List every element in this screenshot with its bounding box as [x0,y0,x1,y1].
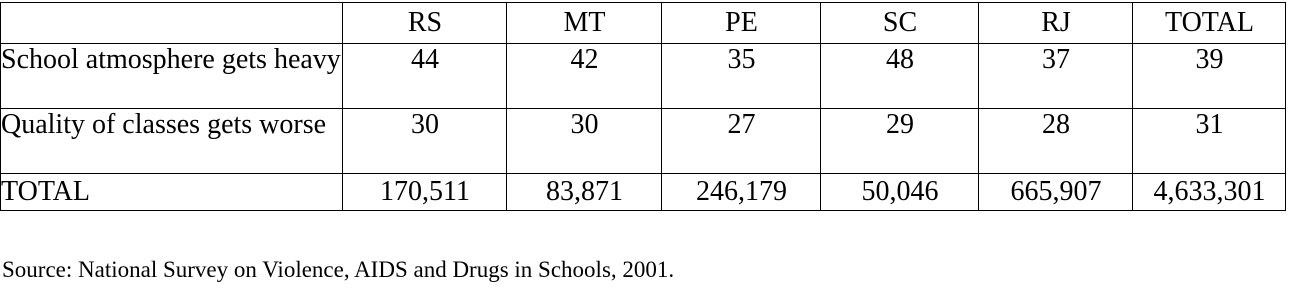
table-row [1,44,1286,109]
table-cell: 30 [507,109,662,174]
table-cell: 35 [662,44,821,109]
total-cell: 50,046 [821,174,979,211]
survey-table [0,2,1286,211]
header-cell-mt: MT [507,3,662,44]
total-row-label: TOTAL [1,174,343,211]
header-cell-sc: SC [821,3,979,44]
table-cell: 39 [1133,44,1286,109]
row-label: Quality of classes gets worse [1,109,343,174]
table-cell: 42 [507,44,662,109]
total-cell: 246,179 [662,174,821,211]
header-cell-pe: PE [662,3,821,44]
table-cell: 44 [343,44,507,109]
total-cell: 665,907 [979,174,1133,211]
table-cell: 30 [343,109,507,174]
header-cell-rj: RJ [979,3,1133,44]
header-row [1,3,1286,44]
table-cell: 37 [979,44,1133,109]
row-label: School atmosphere gets heavy [1,44,343,109]
header-cell-total: TOTAL [1133,3,1286,44]
table-cell: 27 [662,109,821,174]
table-row [1,109,1286,174]
header-cell-empty [1,3,343,44]
total-cell: 83,871 [507,174,662,211]
table-cell: 28 [979,109,1133,174]
source-note: Source: National Survey on Violence, AIDS and Drugs in Schools, 2001. [2,257,675,282]
total-cell: 4,633,301 [1133,174,1286,211]
table-cell: 48 [821,44,979,109]
table-cell: 29 [821,109,979,174]
total-row [1,174,1286,211]
header-cell-rs: RS [343,3,507,44]
table-cell: 31 [1133,109,1286,174]
total-cell: 170,511 [343,174,507,211]
